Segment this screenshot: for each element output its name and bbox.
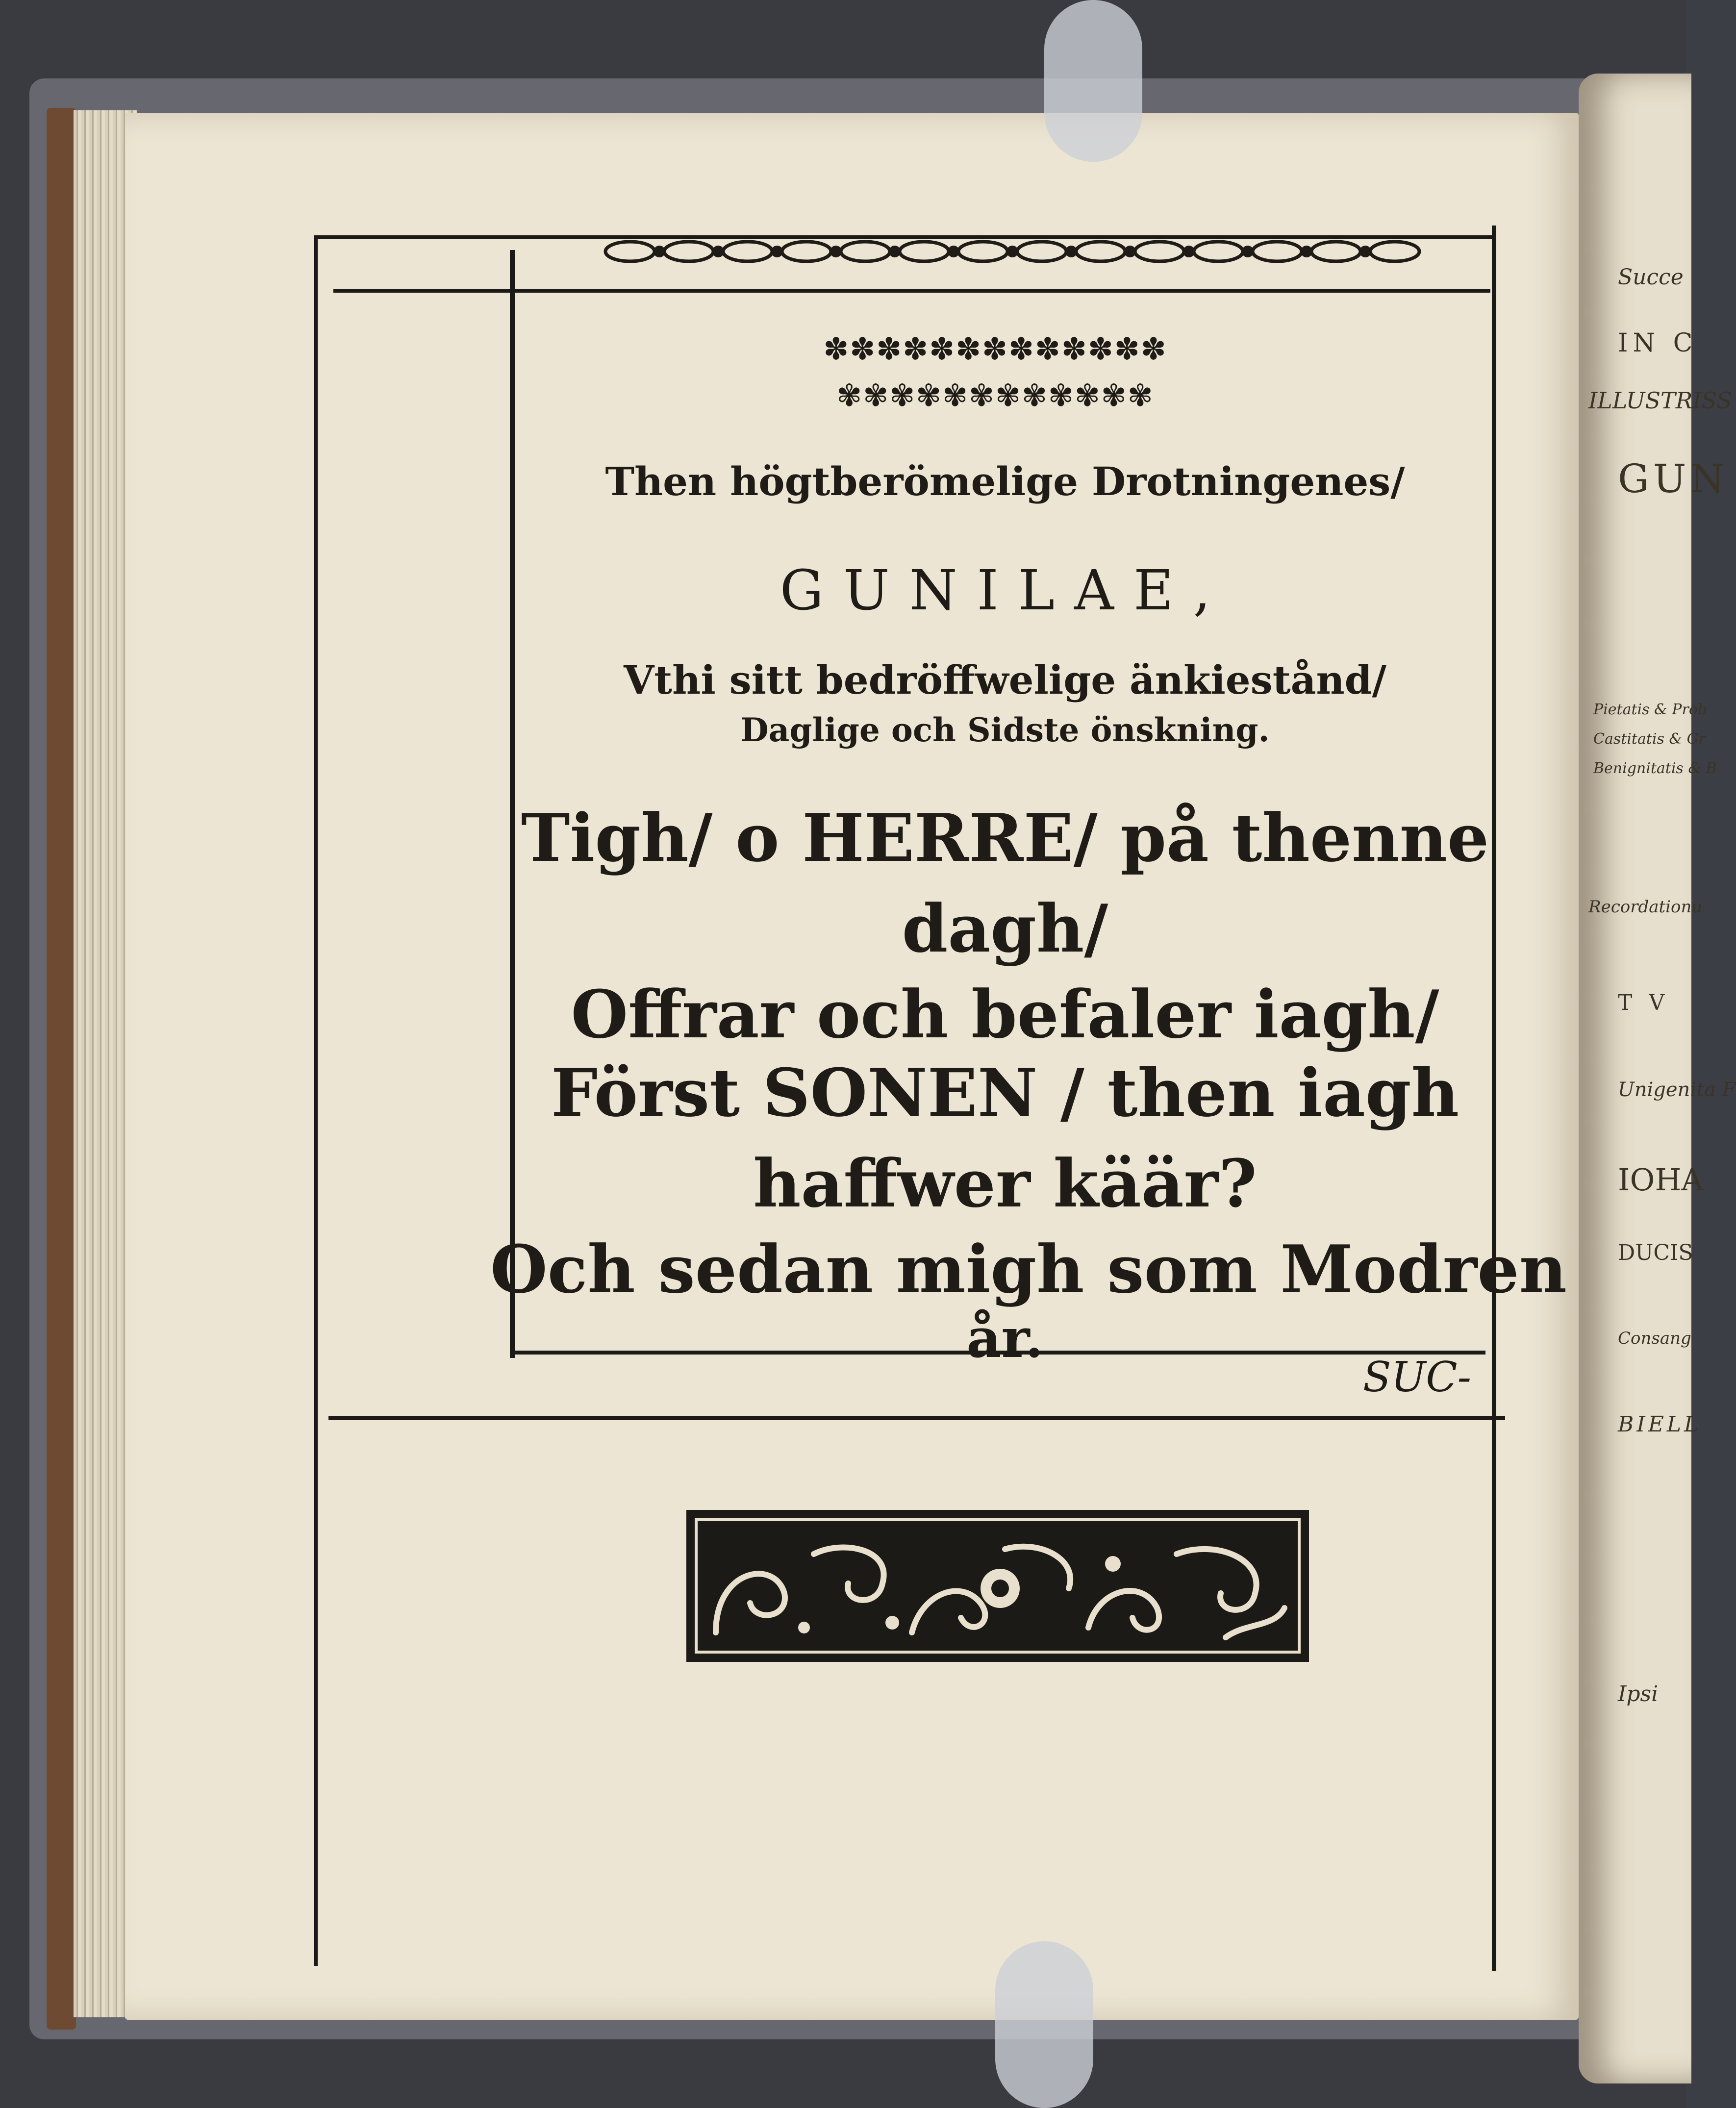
facing-line: Ipsi bbox=[1618, 1681, 1659, 1706]
fleuron-ornament-top: ✽✽✽✽✽✽✽✽✽✽✽✽✽ bbox=[823, 331, 1167, 367]
bottom-clip bbox=[995, 1941, 1093, 2108]
catchword: SUC- bbox=[1363, 1353, 1471, 1401]
top-clip bbox=[1044, 0, 1142, 162]
facing-line: GUN bbox=[1618, 456, 1729, 502]
heading: Then högtberömelige Drotningenes/ bbox=[605, 458, 1405, 504]
book-cover-edge bbox=[47, 108, 76, 2030]
verse-line: år. bbox=[966, 1306, 1044, 1370]
facing-line: Recordationu bbox=[1588, 897, 1703, 917]
subheading-2: Daglige och Sidste önskning. bbox=[740, 711, 1270, 749]
facing-line: T V bbox=[1618, 990, 1670, 1015]
woodcut-svg bbox=[686, 1510, 1309, 1662]
facing-line: Castitatis & Gr bbox=[1593, 730, 1706, 748]
verse-line: Och sedan migh som Modren bbox=[490, 1230, 1567, 1308]
header-ornament-svg bbox=[596, 234, 1424, 269]
name-line: GUNILAE, bbox=[780, 559, 1231, 623]
verse-line: Först SONEN / then iagh bbox=[551, 1054, 1459, 1131]
facing-line: Pietatis & Prob bbox=[1593, 701, 1708, 718]
frame-left-rule bbox=[314, 235, 318, 1966]
fleuron-ornament-bottom: ✾✾✾✾✾✾✾✾✾✾✾✾ bbox=[836, 377, 1154, 413]
facing-line: Consang bbox=[1618, 1329, 1691, 1348]
facing-line: DUCIS bbox=[1618, 1240, 1693, 1265]
verse-line: haffwer käär? bbox=[753, 1145, 1257, 1222]
subheading: Vthi sitt bedröffwelige änkiestånd/ bbox=[624, 657, 1386, 703]
facing-line: Succe bbox=[1618, 265, 1684, 290]
facing-page bbox=[1579, 74, 1736, 2083]
facing-line: Unigenita F bbox=[1618, 1079, 1736, 1101]
woodcut-tailpiece bbox=[686, 1510, 1309, 1662]
frame-rule bbox=[333, 289, 1490, 293]
facing-line: ILLUSTRISS bbox=[1588, 387, 1732, 414]
frame-bottom-rule bbox=[328, 1416, 1505, 1420]
facing-line: IOHA bbox=[1618, 1162, 1704, 1198]
verse-line: dagh/ bbox=[902, 890, 1108, 967]
facing-line: IN C bbox=[1618, 328, 1698, 358]
facing-line: Benignitatis & B bbox=[1593, 760, 1717, 777]
verse-line: Tigh/ o HERRE/ på thenne bbox=[521, 799, 1489, 877]
facing-line: BIELL bbox=[1618, 1412, 1702, 1437]
verse-line: Offrar och befaler iagh/ bbox=[571, 976, 1439, 1053]
header-ornament-band bbox=[596, 234, 1424, 269]
